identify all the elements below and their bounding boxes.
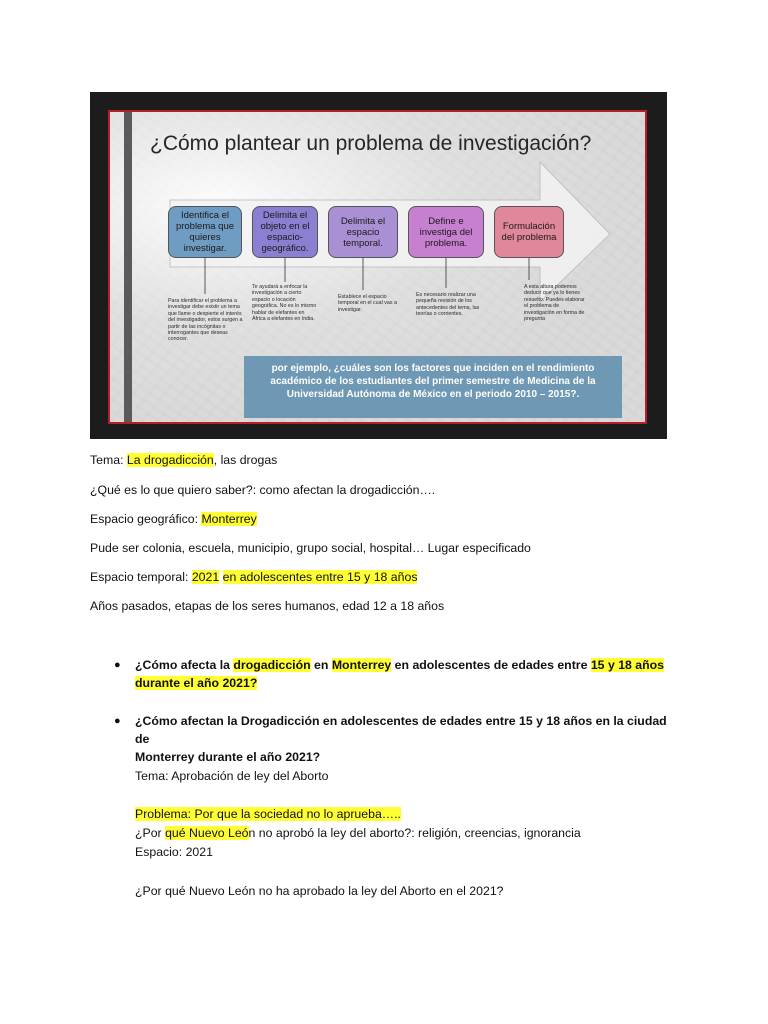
example-box (244, 356, 622, 418)
step-desc-2: Te ayudará a enfocar la investigación a cierto espacio o locación geográfica. No es lo mismo hablar de elefantes en África a elefantes en India. (252, 284, 317, 323)
problema-line: Problema: Por que la sociedad no lo aprueba….. (135, 807, 401, 821)
espacio-temporal-line: Espacio temporal: 2021 en adolescentes entre 15 y 18 años (90, 570, 418, 584)
step-label-1: Identifica el problema que quieres investigar. (175, 210, 235, 254)
step-desc-4: Es necesario realizar una pequeña revisión de los antecedentes del tema, las teorías o corrientes. (416, 292, 480, 318)
tema-2-line: Tema: Aprobación de ley del Aborto (135, 769, 329, 783)
espacio-2-line: Espacio: 2021 (135, 845, 213, 859)
slide-title: ¿Cómo plantear un problema de investigación? (150, 132, 592, 155)
anos-pasados-line: Años pasados, etapas de los seres humanos, edad 12 a 18 años (90, 599, 445, 613)
espacio-temporal-year: 2021 (191, 570, 220, 584)
espacio-temporal-age: en adolescentes entre 15 y 18 años (222, 570, 418, 584)
espacio-geografico-highlight: Monterrey (201, 512, 257, 526)
step-desc-3: Establece el espacio temporal en el cual vas a investigar. (338, 294, 397, 313)
puede-ser-line: Pude ser colonia, escuela, municipio, grupo social, hospital… Lugar especificado (90, 541, 531, 555)
step-label-5: Formulación del problema (501, 221, 557, 243)
figure-image (90, 92, 667, 439)
bullet-1: ¿Cómo afecta la drogadicción en Monterrey en adolescentes de edades entre 15 y 18 años durante el año 2021? (135, 658, 664, 690)
step-label-3: Delimita el espacio temporal. (340, 215, 386, 249)
tema-line: Tema: La drogadicción, las drogas (90, 453, 278, 467)
por-que-line: ¿Por qué Nuevo León no aprobó la ley del aborto?: religión, creencias, ignorancia (135, 826, 581, 840)
bullet-1-dot: ● (114, 659, 121, 671)
slide (108, 110, 647, 424)
example-text: por ejemplo, ¿cuáles son los factores que inciden en el rendimiento académico de los estudiantes del primer semestre de Medicina de la Universidad Autónoma de México en el periodo 2010 – 2015?. (270, 363, 596, 400)
pregunta-final-line: ¿Por qué Nuevo León no ha aprobado la ley del Aborto en el 2021? (135, 884, 504, 898)
bullet-2: ¿Cómo afectan la Drogadicción en adolescentes de edades entre 15 y 18 años en la ciudad de Monterrey durante el año 2021? (135, 714, 667, 764)
step-label-2: Delimita el objeto en el espacio-geográfico. (260, 210, 310, 254)
step-label-4: Define e investiga del problema. (419, 215, 473, 249)
step-desc-1: Para identificar el problema a investigar debe existir un tema que llame o despierte el interés del investigador, estos surgen a partir de las incógnitas o interrogantes que deseas conocer. (168, 298, 243, 343)
espacio-geografico-line: Espacio geográfico: Monterrey (90, 512, 257, 526)
tema-highlight: La drogadicción (126, 453, 214, 467)
bullet-2-dot: ● (114, 715, 121, 727)
que-saber-line: ¿Qué es lo que quiero saber?: como afectan la drogadicción…. (90, 483, 436, 497)
step-desc-5: A esta altura podemos deducir que ya lo tienes resuelto. Puedes elaborar el problema de investigación en forma de pregunta (524, 284, 585, 323)
